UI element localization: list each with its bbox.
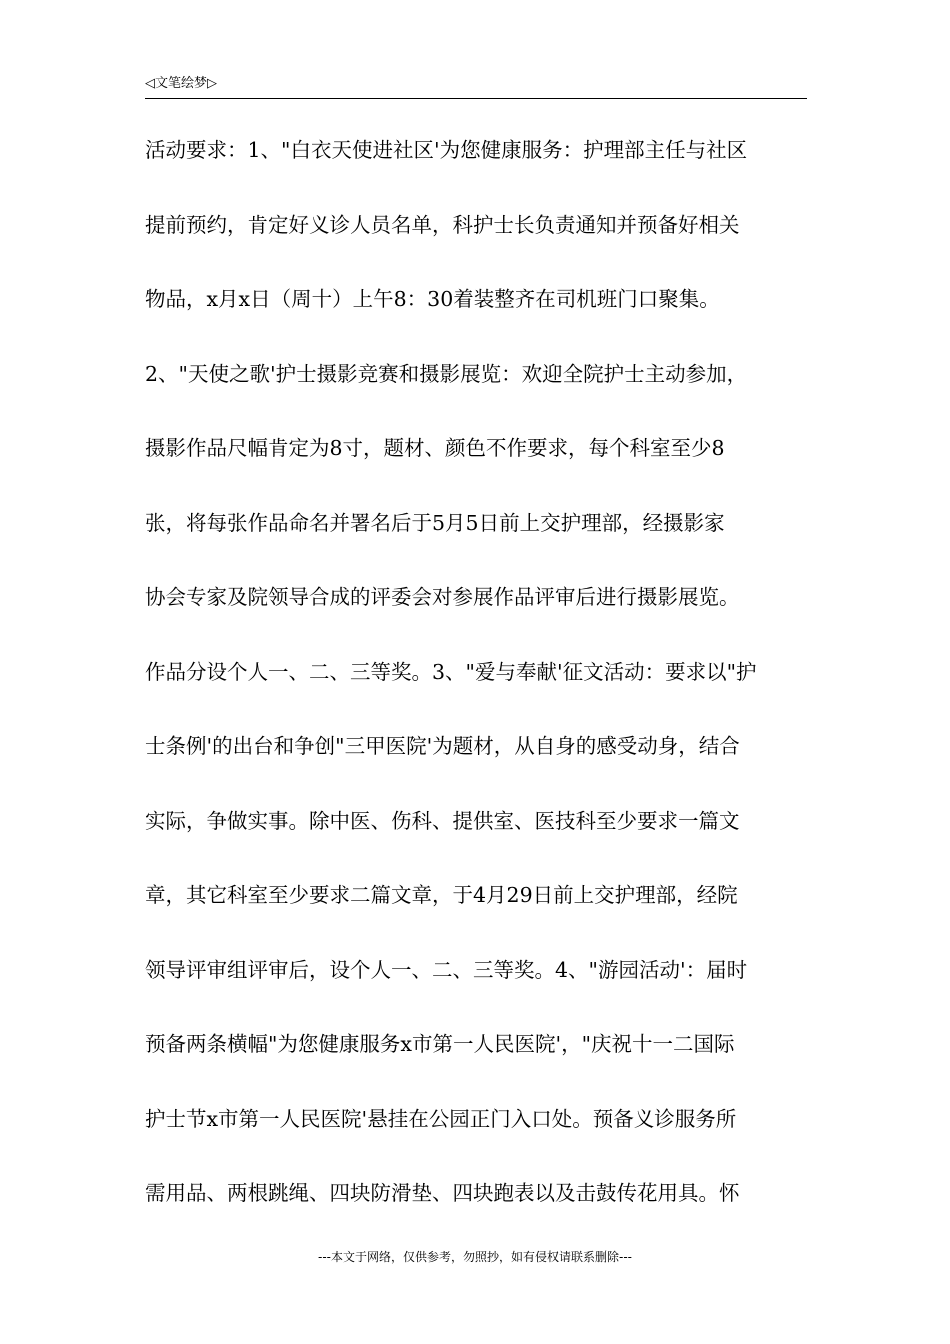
text-line-8: 作品分设个人一、二、三等奖。3、"爱与奉献'征文活动：要求以"护 xyxy=(145,659,757,684)
text-line-15: 需用品、两根跳绳、四块防滑垫、四块跑表以及击鼓传花用具。怀 xyxy=(145,1181,740,1205)
text-line-9: 士条例'的出台和争创"三甲医院'为题材，从自身的感受动身，结合 xyxy=(145,734,740,758)
text-line-4: 2、"天使之歌'护士摄影竞赛和摄影展览：欢迎全院护士主动参加， xyxy=(145,361,748,386)
text-line-5: 摄影作品尺幅肯定为8寸，题材、颜色不作要求，每个科室至少8 xyxy=(145,436,725,460)
document-body xyxy=(145,127,807,1245)
text-line-10: 实际，争做实事。除中医、伤科、提供室、医技科至少要求一篇文 xyxy=(145,808,740,833)
page-footer: ---本文于网络，仅供参考，勿照抄，如有侵权请联系删除--- xyxy=(318,1250,632,1264)
header-title: ◁文笔绘梦▷ xyxy=(145,76,217,91)
text-line-11: 章，其它科室至少要求二篇文章，于4月29日前上交护理部，经院 xyxy=(145,883,738,907)
text-line-6: 张，将每张作品命名并署名后于5月5日前上交护理部，经摄影家 xyxy=(145,510,725,535)
text-line-3: 物品，x月x日（周十）上午8：30着装整齐在司机班门口聚集。 xyxy=(145,287,720,311)
text-line-14: 护士节x市第一人民医院'悬挂在公园正门入口处。预备义诊服务所 xyxy=(145,1106,737,1131)
text-line-2: 提前预约，肯定好义诊人员名单，科护士长负责通知并预备好相关 xyxy=(145,212,740,237)
page-header xyxy=(145,74,807,99)
text-line-13: 预备两条横幅"为您健康服务x市第一人民医院'，"庆祝十一二国际 xyxy=(145,1032,735,1056)
text-line-12: 领导评审组评审后，设个人一、二、三等奖。4、"游园活动'：届时 xyxy=(145,957,748,982)
text-line-1: 活动要求：1、"白衣天使进社区'为您健康服务：护理部主任与社区 xyxy=(145,138,748,162)
text-line-7: 协会专家及院领导合成的评委会对参展作品评审后进行摄影展览。 xyxy=(145,585,740,609)
